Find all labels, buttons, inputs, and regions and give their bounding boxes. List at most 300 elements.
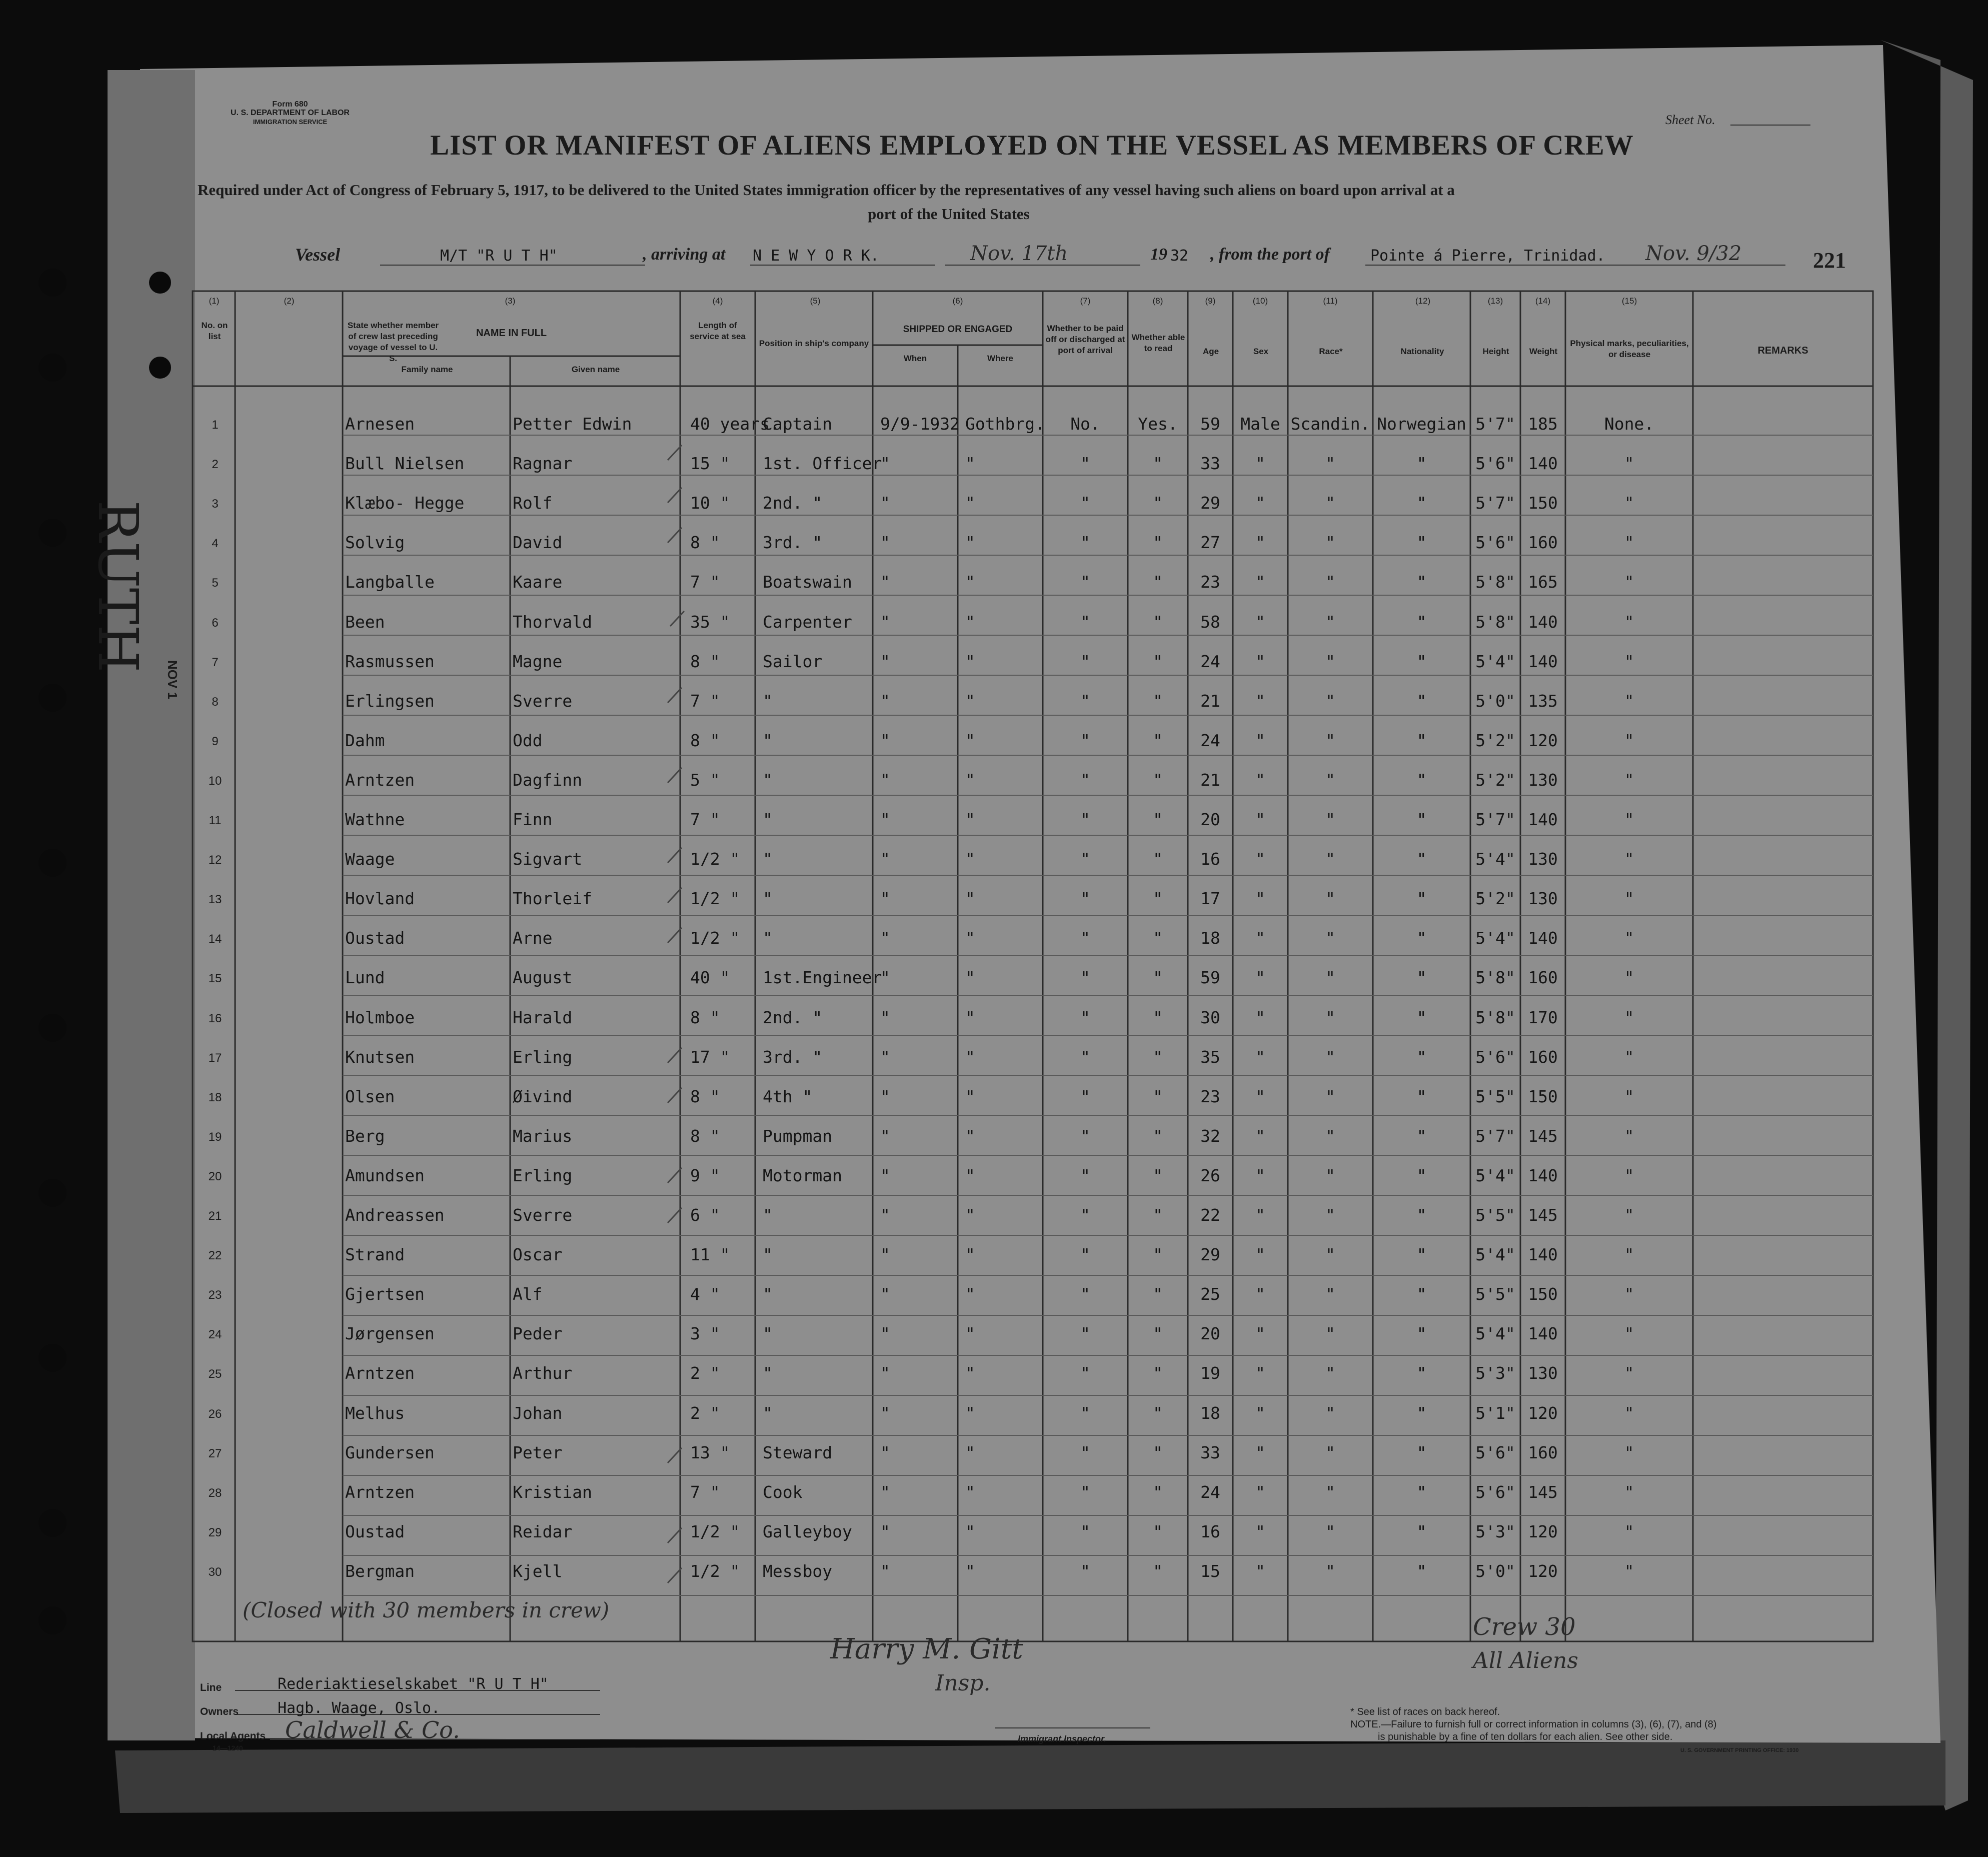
height: 5'4" <box>1475 928 1515 948</box>
position: " <box>763 1403 773 1423</box>
sex: " <box>1255 928 1265 948</box>
race: " <box>1325 810 1335 829</box>
sex: " <box>1255 1522 1265 1541</box>
family-name: Gjertsen <box>345 1284 425 1304</box>
able-to-read: " <box>1153 612 1163 632</box>
race: " <box>1325 1443 1335 1462</box>
race: " <box>1325 1403 1335 1423</box>
shipped-where: " <box>965 968 975 987</box>
race: " <box>1325 928 1335 948</box>
physical-marks: " <box>1624 691 1634 711</box>
weight: 160 <box>1528 533 1558 552</box>
owners-value: Hagb. Waage, Oslo. <box>278 1699 441 1717</box>
age: 32 <box>1200 1126 1220 1146</box>
family-name: Andreassen <box>345 1205 445 1225</box>
given-name: Thorleif <box>513 889 592 908</box>
shipped-where: " <box>965 1087 975 1106</box>
header-weight: Weight <box>1529 347 1558 356</box>
col-number-3: (3) <box>505 296 516 306</box>
col-number-13: (13) <box>1487 296 1503 306</box>
shipped-where: " <box>965 1324 975 1343</box>
race: " <box>1325 889 1335 908</box>
shipped-where: " <box>965 493 975 513</box>
sex: " <box>1255 1166 1265 1185</box>
shipped-where: " <box>965 1403 975 1423</box>
paid-off: " <box>1080 533 1090 552</box>
able-to-read: " <box>1153 1047 1163 1067</box>
arrival-port: N E W Y O R K. <box>753 247 879 265</box>
position: " <box>763 928 773 948</box>
sex: " <box>1255 1284 1265 1304</box>
length-of-service: 9 " <box>690 1166 720 1185</box>
arriving-label: , arriving at <box>643 245 726 264</box>
given-name: August <box>513 968 573 987</box>
sex: " <box>1255 1561 1265 1581</box>
shipped-where: " <box>965 1284 975 1304</box>
header-state-whether: State whether member of crew last preceding voyage of vessel to U. S. <box>347 321 439 363</box>
race: " <box>1325 770 1335 790</box>
physical-marks: " <box>1624 454 1634 473</box>
able-to-read: " <box>1153 1284 1163 1304</box>
able-to-read: " <box>1153 1482 1163 1502</box>
given-name: Erling <box>513 1166 573 1185</box>
weight: 140 <box>1528 1324 1558 1343</box>
race: Scandin. <box>1290 414 1370 434</box>
col-number-2: (2) <box>284 296 295 306</box>
shipped-where: " <box>965 1205 975 1225</box>
height: 5'3" <box>1475 1522 1515 1541</box>
form-number: Form 680 <box>272 100 308 109</box>
family-name: Melhus <box>345 1403 405 1423</box>
race: " <box>1325 1324 1335 1343</box>
race: " <box>1325 454 1335 473</box>
position: 1st.Engineer <box>763 968 882 987</box>
sex: " <box>1255 731 1265 750</box>
physical-marks: " <box>1624 1522 1634 1541</box>
able-to-read: " <box>1153 810 1163 829</box>
nationality: " <box>1416 968 1427 987</box>
position: " <box>763 1363 773 1383</box>
position: " <box>763 1205 773 1225</box>
paid-off: " <box>1080 1008 1090 1027</box>
length-of-service: 6 " <box>690 1205 720 1225</box>
length-of-service: 2 " <box>690 1363 720 1383</box>
line-value: Rederiaktieselskabet "R U T H" <box>278 1675 549 1693</box>
family-name: Waage <box>345 849 395 869</box>
nationality: " <box>1416 493 1427 513</box>
age: 35 <box>1200 1047 1220 1067</box>
shipped-when: " <box>880 1284 890 1304</box>
sex: " <box>1255 889 1265 908</box>
header-family-name: Family name <box>401 365 453 374</box>
paid-off: " <box>1080 691 1090 711</box>
position: Pumpman <box>763 1126 833 1146</box>
given-name: Kaare <box>513 572 563 592</box>
col-number-7: (7) <box>1080 296 1091 306</box>
shipped-when: " <box>880 1324 890 1343</box>
row-number: 18 <box>208 1091 222 1104</box>
given-name: Sverre <box>513 1205 573 1225</box>
given-name: Petter Edwin <box>513 414 632 434</box>
position: Boatswain <box>763 572 852 592</box>
race: " <box>1325 652 1335 671</box>
able-to-read: " <box>1153 1205 1163 1225</box>
weight: 120 <box>1528 1522 1558 1541</box>
family-name: Dahm <box>345 731 385 750</box>
year-value: 32 <box>1170 247 1189 265</box>
given-name: Magne <box>513 652 563 671</box>
paid-off: " <box>1080 770 1090 790</box>
able-to-read: " <box>1153 1008 1163 1027</box>
able-to-read: " <box>1153 454 1163 473</box>
shipped-when: " <box>880 928 890 948</box>
shipped-where: " <box>965 928 975 948</box>
given-name: Marius <box>513 1126 573 1146</box>
family-name: Arntzen <box>345 1363 415 1383</box>
shipped-when: " <box>880 1245 890 1264</box>
height: 5'1" <box>1475 1403 1515 1423</box>
height: 5'0" <box>1475 1561 1515 1581</box>
physical-marks: " <box>1624 1205 1634 1225</box>
paid-off: " <box>1080 493 1090 513</box>
row-number: 14 <box>208 932 222 946</box>
position: Messboy <box>763 1561 833 1581</box>
service-label: IMMIGRATION SERVICE <box>253 118 328 126</box>
row-number: 10 <box>208 774 222 788</box>
height: 5'6" <box>1475 533 1515 552</box>
height: 5'6" <box>1475 1047 1515 1067</box>
shipped-where: " <box>965 1245 975 1264</box>
header-no-on-list: No. on list <box>201 321 228 341</box>
header-sex: Sex <box>1253 347 1269 356</box>
paid-off: " <box>1080 1522 1090 1541</box>
able-to-read: " <box>1153 652 1163 671</box>
shipped-when: " <box>880 889 890 908</box>
header-name-in-full: NAME IN FULL <box>476 328 547 339</box>
shipped-where: " <box>965 1047 975 1067</box>
physical-marks: " <box>1624 889 1634 908</box>
header-shipped-engaged: SHIPPED OR ENGAGED <box>903 324 1013 335</box>
race: " <box>1325 533 1335 552</box>
shipped-when: 9/9-1932 <box>880 414 960 434</box>
shipped-when: " <box>880 849 890 869</box>
weight: 130 <box>1528 889 1558 908</box>
shipped-where: " <box>965 770 975 790</box>
sex: " <box>1255 968 1265 987</box>
length-of-service: 40 " <box>690 968 730 987</box>
header-given-name: Given name <box>571 365 620 374</box>
given-name: Kjell <box>513 1561 563 1581</box>
nationality: " <box>1416 770 1427 790</box>
race: " <box>1325 731 1335 750</box>
given-name: Erling <box>513 1047 573 1067</box>
paid-off: " <box>1080 1047 1090 1067</box>
weight: 145 <box>1528 1205 1558 1225</box>
paid-off: " <box>1080 1087 1090 1106</box>
age: 22 <box>1200 1205 1220 1225</box>
age: 24 <box>1200 652 1220 671</box>
height: 5'6" <box>1475 454 1515 473</box>
height: 5'7" <box>1475 810 1515 829</box>
inspector-title: Insp. <box>935 1670 991 1696</box>
able-to-read: " <box>1153 493 1163 513</box>
col-number-11: (11) <box>1323 296 1338 306</box>
shipped-where: " <box>965 1482 975 1502</box>
row-number: 23 <box>208 1288 222 1302</box>
col-number-5: (5) <box>810 296 821 306</box>
weight: 120 <box>1528 731 1558 750</box>
position: 4th " <box>763 1087 813 1106</box>
paid-off: " <box>1080 1363 1090 1383</box>
row-number: 1 <box>212 418 219 432</box>
height: 5'6" <box>1475 1443 1515 1462</box>
sex: " <box>1255 1126 1265 1146</box>
physical-marks: " <box>1624 1443 1634 1462</box>
length-of-service: 40 years. <box>690 414 780 434</box>
row-number: 12 <box>208 853 222 867</box>
nationality: " <box>1416 1245 1427 1264</box>
row-number: 30 <box>208 1565 222 1579</box>
races-note: * See list of races on back hereof. <box>1350 1706 1500 1717</box>
shipped-when: " <box>880 1047 890 1067</box>
paid-off: " <box>1080 928 1090 948</box>
given-name: Harald <box>513 1008 573 1027</box>
shipped-when: " <box>880 612 890 632</box>
position: " <box>763 889 773 908</box>
all-aliens-note: All Aliens <box>1473 1648 1578 1673</box>
col-number-15: (15) <box>1621 296 1637 306</box>
sex: " <box>1255 572 1265 592</box>
page-number: 221 <box>1813 248 1846 273</box>
sex: " <box>1255 652 1265 671</box>
nationality: " <box>1416 1126 1427 1146</box>
header-age: Age <box>1202 347 1219 356</box>
physical-marks: " <box>1624 1561 1634 1581</box>
weight: 150 <box>1528 1284 1558 1304</box>
paid-off: " <box>1080 1245 1090 1264</box>
paid-off: " <box>1080 1205 1090 1225</box>
length-of-service: 7 " <box>690 810 720 829</box>
shipped-where: " <box>965 454 975 473</box>
paid-off: " <box>1080 1443 1090 1462</box>
weight: 120 <box>1528 1561 1558 1581</box>
shipped-when: " <box>880 1363 890 1383</box>
position: " <box>763 731 773 750</box>
physical-marks: " <box>1624 731 1634 750</box>
shipped-when: " <box>880 1166 890 1185</box>
nationality: " <box>1416 1008 1427 1027</box>
height: 5'7" <box>1475 1126 1515 1146</box>
weight: 140 <box>1528 928 1558 948</box>
able-to-read: " <box>1153 889 1163 908</box>
given-name: Ragnar <box>513 454 573 473</box>
shipped-when: " <box>880 968 890 987</box>
owners-label: Owners <box>200 1706 239 1717</box>
race: " <box>1325 493 1335 513</box>
family-name: Oustad <box>345 928 405 948</box>
position: 1st. Officer <box>763 454 882 473</box>
age: 18 <box>1200 1403 1220 1423</box>
height: 5'2" <box>1475 770 1515 790</box>
height: 5'7" <box>1475 493 1515 513</box>
able-to-read: " <box>1153 1324 1163 1343</box>
fine-note: is punishable by a fine of ten dollars for each alien. See other side. <box>1378 1731 1673 1742</box>
header-length-service: Length of service at sea <box>690 321 746 341</box>
age: 24 <box>1200 1482 1220 1502</box>
family-name: Berg <box>345 1126 385 1146</box>
shipped-when: " <box>880 454 890 473</box>
nationality: " <box>1416 889 1427 908</box>
able-to-read: " <box>1153 1166 1163 1185</box>
height: 5'8" <box>1475 1008 1515 1027</box>
nationality: " <box>1416 1522 1427 1541</box>
shipped-when: " <box>880 1205 890 1225</box>
header-when: When <box>903 354 927 363</box>
weight: 185 <box>1528 414 1558 434</box>
family-name: Strand <box>345 1245 405 1264</box>
departure-date-handwritten: Nov. 9/32 <box>1645 242 1742 265</box>
header-physical-marks: Physical marks, peculiarities, or disease <box>1570 339 1689 359</box>
nationality: " <box>1416 454 1427 473</box>
nationality: Norwegian <box>1377 414 1466 434</box>
position: 3rd. " <box>763 1047 823 1067</box>
col-number-8: (8) <box>1152 296 1163 306</box>
shipped-where: " <box>965 1008 975 1027</box>
shipped-when: " <box>880 1522 890 1541</box>
shipped-when: " <box>880 770 890 790</box>
sex: " <box>1255 770 1265 790</box>
given-name: Finn <box>513 810 553 829</box>
race: " <box>1325 1126 1335 1146</box>
inspector-signature: Harry M. Gitt <box>830 1633 1023 1665</box>
race: " <box>1325 1522 1335 1541</box>
paid-off: " <box>1080 1482 1090 1502</box>
row-number: 4 <box>212 537 219 550</box>
length-of-service: 5 " <box>690 770 720 790</box>
able-to-read: " <box>1153 1443 1163 1462</box>
row-number: 24 <box>208 1328 222 1341</box>
row-number: 25 <box>208 1367 222 1381</box>
age: 19 <box>1200 1363 1220 1383</box>
given-name: Arne <box>513 928 553 948</box>
sex: " <box>1255 1087 1265 1106</box>
weight: 130 <box>1528 770 1558 790</box>
length-of-service: 1/2 " <box>690 849 740 869</box>
age: 29 <box>1200 1245 1220 1264</box>
weight: 130 <box>1528 849 1558 869</box>
age: 27 <box>1200 533 1220 552</box>
family-name: Erlingsen <box>345 691 435 711</box>
length-of-service: 13 " <box>690 1443 730 1462</box>
height: 5'4" <box>1475 652 1515 671</box>
physical-marks: " <box>1624 810 1634 829</box>
shipped-when: " <box>880 691 890 711</box>
age: 20 <box>1200 810 1220 829</box>
row-number: 21 <box>208 1209 222 1223</box>
given-name: Sverre <box>513 691 573 711</box>
given-name: Reidar <box>513 1522 573 1541</box>
height: 5'5" <box>1475 1205 1515 1225</box>
paid-off: " <box>1080 1166 1090 1185</box>
shipped-when: " <box>880 731 890 750</box>
row-number: 7 <box>212 656 219 669</box>
col-number-1: (1) <box>209 296 220 306</box>
able-to-read: " <box>1153 1126 1163 1146</box>
position: Cook <box>763 1482 803 1502</box>
position: " <box>763 691 773 711</box>
physical-marks: " <box>1624 1087 1634 1106</box>
length-of-service: 1/2 " <box>690 1561 740 1581</box>
family-name: Lund <box>345 968 385 987</box>
family-name: Arntzen <box>345 770 415 790</box>
given-name: Sigvart <box>513 849 583 869</box>
col-number-14: (14) <box>1535 296 1551 306</box>
age: 23 <box>1200 1087 1220 1106</box>
nationality: " <box>1416 1443 1427 1462</box>
weight: 150 <box>1528 493 1558 513</box>
shipped-where: " <box>965 533 975 552</box>
length-of-service: 35 " <box>690 612 730 632</box>
age: 30 <box>1200 1008 1220 1027</box>
family-name: Arntzen <box>345 1482 415 1502</box>
height: 5'2" <box>1475 889 1515 908</box>
physical-marks: " <box>1624 1363 1634 1383</box>
physical-marks: " <box>1624 849 1634 869</box>
shipped-when: " <box>880 1403 890 1423</box>
failure-note: NOTE.—Failure to furnish full or correct information in columns (3), (6), (7), and (8) <box>1350 1719 1717 1730</box>
nationality: " <box>1416 849 1427 869</box>
header-remarks: REMARKS <box>1757 345 1808 356</box>
sex: " <box>1255 533 1265 552</box>
physical-marks: " <box>1624 572 1634 592</box>
given-name: Rolf <box>513 493 553 513</box>
position: Sailor <box>763 652 823 671</box>
sex: " <box>1255 493 1265 513</box>
row-number: 9 <box>212 735 219 748</box>
weight: 130 <box>1528 1363 1558 1383</box>
race: " <box>1325 1245 1335 1264</box>
sex: " <box>1255 1363 1265 1383</box>
length-of-service: 11 " <box>690 1245 730 1264</box>
length-of-service: 7 " <box>690 1482 720 1502</box>
shipped-when: " <box>880 1126 890 1146</box>
nationality: " <box>1416 1561 1427 1581</box>
paid-off: " <box>1080 968 1090 987</box>
immigrant-inspector-label: Immigrant Inspector. <box>1018 1734 1107 1744</box>
race: " <box>1325 572 1335 592</box>
stamp-date: NOV 1 <box>165 660 180 700</box>
race: " <box>1325 1561 1335 1581</box>
able-to-read: " <box>1153 572 1163 592</box>
physical-marks: " <box>1624 1284 1634 1304</box>
height: 5'8" <box>1475 572 1515 592</box>
age: 16 <box>1200 1522 1220 1541</box>
weight: 120 <box>1528 1403 1558 1423</box>
length-of-service: 1/2 " <box>690 1522 740 1541</box>
length-of-service: 17 " <box>690 1047 730 1067</box>
age: 17 <box>1200 889 1220 908</box>
length-of-service: 8 " <box>690 1008 720 1027</box>
length-of-service: 3 " <box>690 1324 720 1343</box>
form-code: 14—1240 <box>213 1744 243 1752</box>
able-to-read: " <box>1153 1561 1163 1581</box>
given-name: Arthur <box>513 1363 573 1383</box>
age: 26 <box>1200 1166 1220 1185</box>
age: 16 <box>1200 849 1220 869</box>
col-number-10: (10) <box>1252 296 1268 306</box>
position: " <box>763 810 773 829</box>
family-name: Bull Nielsen <box>345 454 465 473</box>
